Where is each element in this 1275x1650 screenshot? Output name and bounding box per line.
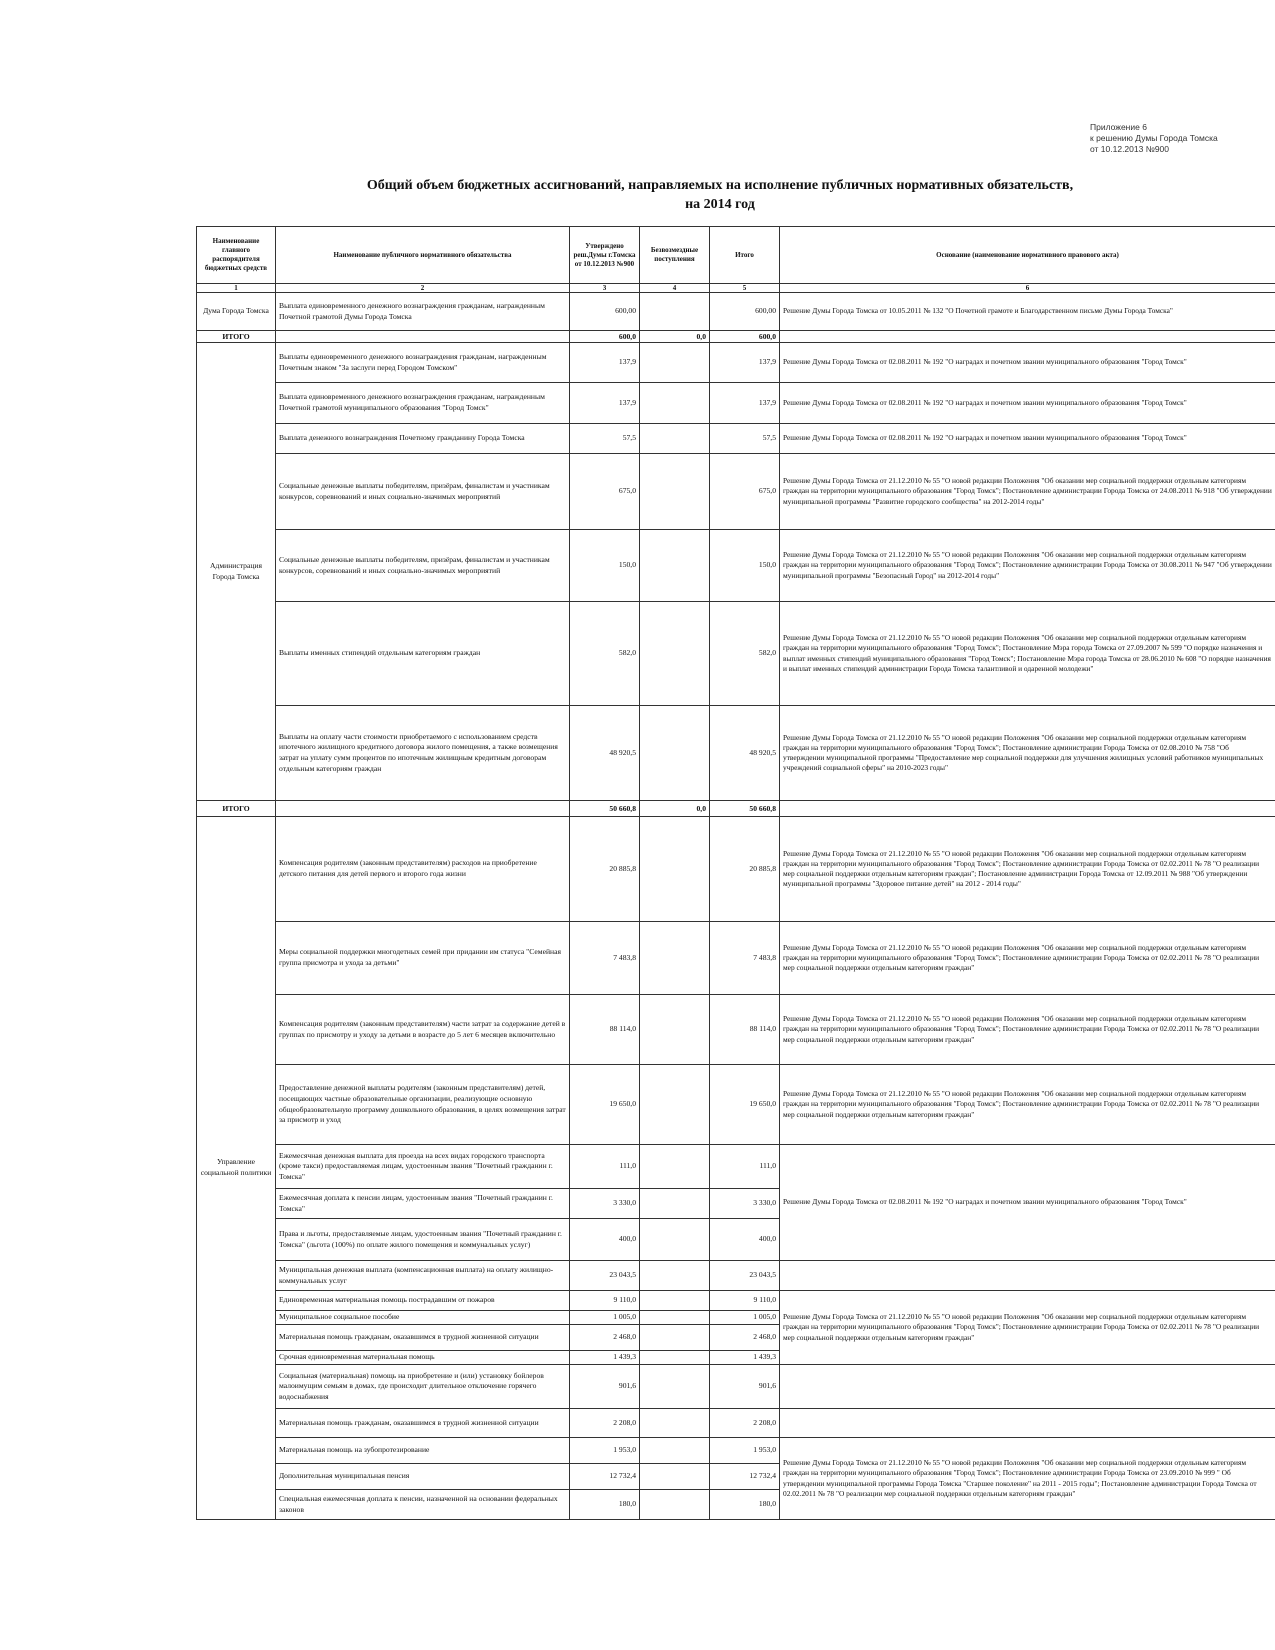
total-free: 0,0 xyxy=(640,331,710,343)
obligation-name: Ежемесячная денежная выплата для проезда на всех видах городского транспорта (кроме такси) предоставляемая лицам, удостоенным звания "Почетный гражданин г. Томска" xyxy=(276,1145,570,1189)
total-amount: 582,0 xyxy=(710,602,780,706)
obligation-name: Выплата единовременного денежного вознаграждения гражданам, награжденным Почетной грамотой муниципального образования "Город Томск" xyxy=(276,383,570,424)
obligation-name: Предоставление денежной выплаты родителям (законным представителям) детей, посещающих частные образовательные организации, реализующие основную общеобразовательную программу дошкольного образования, в целях возмещения затрат за присмотр и уход xyxy=(276,1065,570,1145)
free-receipts xyxy=(640,1189,710,1219)
total-free: 0,0 xyxy=(640,801,710,817)
legal-basis: Решение Думы Города Томска от 21.12.2010 № 55 "О новой редакции Положения "Об оказании мер социальной поддержки отдельным категориям граждан на территории муниципального образования "Город Томск"; Постановление администрации Города Томска от 02.02.2011 № 78 "О реализации мер социальной поддержки отдельным категориям граждан" xyxy=(780,1065,1275,1145)
total-amount: 1 439,3 xyxy=(710,1351,780,1365)
total-amount: 400,0 xyxy=(710,1219,780,1261)
obligation-name: Муниципальное социальное пособие xyxy=(276,1311,570,1325)
free-receipts xyxy=(640,1219,710,1261)
free-receipts xyxy=(640,602,710,706)
approved-amount: 1 439,3 xyxy=(570,1351,640,1365)
total-amount: 23 043,5 xyxy=(710,1261,780,1291)
obligation-name: Социальная (материальная) помощь на приобретение и (или) установку бойлеров малоимущим семьям в домах, где происходит длительное отключение горячего водоснабжения xyxy=(276,1365,570,1409)
free-receipts xyxy=(640,1438,710,1464)
table-row xyxy=(197,1261,1275,1291)
total-amount: 9 110,0 xyxy=(710,1291,780,1311)
legal-basis: Решение Думы Города Томска от 21.12.2010 № 55 "О новой редакции Положения "Об оказании мер социальной поддержки отдельным категориям граждан на территории муниципального образования "Город Томск"; Постановление администрации Города Томска от 30.08.2011 № 947 "Об утверждении муниципальной программы "Безопасный Город" на 2012-2014 годы" xyxy=(780,530,1275,602)
free-receipts xyxy=(640,1261,710,1291)
distributor-name: Управление социальной политики xyxy=(197,817,276,1520)
table-row xyxy=(197,293,1275,331)
free-receipts xyxy=(640,1351,710,1365)
table-row xyxy=(197,1409,1275,1438)
total-amount: 675,0 xyxy=(710,454,780,530)
approved-amount: 2 468,0 xyxy=(570,1325,640,1351)
table-row xyxy=(197,817,1275,922)
header-cell: Безвозмездные поступления xyxy=(640,227,710,284)
total-sum: 600,0 xyxy=(710,331,780,343)
legal-basis: Решение Думы Города Томска от 21.12.2010 № 55 "О новой редакции Положения "Об оказании мер социальной поддержки отдельным категориям граждан на территории муниципального образования "Город Томск"; Постановление администрации Города Томска от 02.02.2011 № 78 "О реализации мер социальной поддержки отдельным категориям граждан"; Постановление администрации Города Томска от 12.09.2011 № 988 "Об утверждении муниципальной программы "Здоровое питание детей" на 2012 - 2014 годы" xyxy=(780,817,1275,922)
legal-basis: Решение Думы Города Томска от 21.12.2010 № 55 "О новой редакции Положения "Об оказании мер социальной поддержки отдельным категориям граждан на территории муниципального образования "Город Томск"; Постановление администрации Города Томска от 23.09.2010 № 999 " Об утверждении муниципальной программы Города Томска "Старшее поколение" на 2011 - 2015 годы"; Постановление администрации Города Томска от 02.02.2011 № 78 "О реализации мер социальной поддержки отдельным категориям граждан" xyxy=(780,1438,1275,1520)
column-number: 5 xyxy=(710,284,780,293)
legal-basis: Решение Думы Города Томска от 21.12.2010 № 55 "О новой редакции Положения "Об оказании мер социальной поддержки отдельным категориям граждан на территории муниципального образования "Город Томск"; Постановление администрации Города Томска от 02.02.2011 № 78 "О реализации мер социальной поддержки отдельным категориям граждан" xyxy=(780,922,1275,995)
free-receipts xyxy=(640,706,710,801)
column-number: 6 xyxy=(780,284,1275,293)
header-cell: Наименование публичного нормативного обязательства xyxy=(276,227,570,284)
legal-basis: Решение Думы Города Томска от 21.12.2010 № 55 "О новой редакции Положения "Об оказании мер социальной поддержки отдельным категориям граждан на территории муниципального образования "Город Томск"; Постановление Мэра города Томска от 27.09.2007 № 599 "О порядке назначения и выплат именных стипендий муниципального образования "Город Томск"; Постановление Мэра города Томска от 28.06.2010 № 608 "О порядке назначения и выплат именных стипендий администрации Города Томска талантливой и одаренной молодежи" xyxy=(780,602,1275,706)
total-amount: 57,5 xyxy=(710,424,780,454)
free-receipts xyxy=(640,383,710,424)
free-receipts xyxy=(640,1490,710,1520)
approved-amount: 2 208,0 xyxy=(570,1409,640,1438)
table-row xyxy=(197,383,1275,424)
appendix-note xyxy=(1090,122,1218,155)
approved-amount: 19 650,0 xyxy=(570,1065,640,1145)
free-receipts xyxy=(640,530,710,602)
table-row xyxy=(197,454,1275,530)
total-amount: 600,00 xyxy=(710,293,780,331)
free-receipts xyxy=(640,293,710,331)
header-cell: Наименование главного распорядителя бюджетных средств xyxy=(197,227,276,284)
legal-basis: Решение Думы Города Томска от 21.12.2010 № 55 "О новой редакции Положения "Об оказании мер социальной поддержки отдельным категориям граждан на территории муниципального образования "Город Томск"; Постановление администрации Города Томска от 02.02.2011 № 78 "О реализации мер социальной поддержки отдельным категориям граждан" xyxy=(780,1291,1275,1365)
obligation-name: Выплаты на оплату части стоимости приобретаемого с использованием средств ипотечного жилищного кредитного договора жилого помещения, а также возмещения затрат на уплату сумм процентов по ипотечным жилищным кредитным договорам отдельным категориям граждан xyxy=(276,706,570,801)
free-receipts xyxy=(640,1365,710,1409)
header-cell: Основание (наименование нормативного правового акта) xyxy=(780,227,1275,284)
approved-amount: 137,9 xyxy=(570,383,640,424)
legal-basis: Решение Думы Города Томска от 21.12.2010 № 55 "О новой редакции Положения "Об оказании мер социальной поддержки отдельным категориям граждан на территории муниципального образования "Город Томск"; Постановление администрации Города Томска от 02.02.2011 № 78 "О реализации мер социальной поддержки отдельным категориям граждан" xyxy=(780,995,1275,1065)
total-approved: 50 660,8 xyxy=(570,801,640,817)
table-row xyxy=(197,995,1275,1065)
obligation-name: Меры социальной поддержки многодетных семей при придании им статуса "Семейная группа присмотра и ухода за детьми" xyxy=(276,922,570,995)
obligation-name: Материальная помощь на зубопротезирование xyxy=(276,1438,570,1464)
legal-basis: Решение Думы Города Томска от 10.05.2011 № 132 "О Почетной грамоте и Благодарственном письме Думы Города Томска" xyxy=(780,293,1275,331)
total-label: ИТОГО xyxy=(197,801,276,817)
approved-amount: 3 330,0 xyxy=(570,1189,640,1219)
appendix-line-1: Приложение 6 xyxy=(1090,122,1147,132)
approved-amount: 48 920,5 xyxy=(570,706,640,801)
obligation-name: Компенсация родителям (законным представителям) части затрат за содержание детей в группах по присмотру и уходу за детьми в возрасте до 5 лет 6 месяцев включительно xyxy=(276,995,570,1065)
approved-amount: 1 005,0 xyxy=(570,1311,640,1325)
approved-amount: 20 885,8 xyxy=(570,817,640,922)
approved-amount: 400,0 xyxy=(570,1219,640,1261)
obligation-name: Срочная единовременная материальная помощь xyxy=(276,1351,570,1365)
approved-amount: 600,00 xyxy=(570,293,640,331)
free-receipts xyxy=(640,1145,710,1189)
table-row xyxy=(197,343,1275,383)
total-amount: 2 468,0 xyxy=(710,1325,780,1351)
table-row xyxy=(197,530,1275,602)
total-amount: 1 953,0 xyxy=(710,1438,780,1464)
table-row xyxy=(197,1065,1275,1145)
legal-basis: Решение Думы Города Томска от 02.08.2011 № 192 "О наградах и почетном звании муниципального образования "Город Томск" xyxy=(780,343,1275,383)
free-receipts xyxy=(640,1065,710,1145)
obligation-name: Материальная помощь гражданам, оказавшимся в трудной жизненной ситуации xyxy=(276,1409,570,1438)
free-receipts xyxy=(640,922,710,995)
table-row xyxy=(197,1145,1275,1189)
obligation-name: Дополнительная муниципальная пенсия xyxy=(276,1464,570,1490)
title-line-1: Общий объем бюджетных ассигнований, направляемых на исполнение публичных нормативных обязательств, xyxy=(366,178,1074,193)
legal-basis: Решение Думы Города Томска от 21.12.2010 № 55 "О новой редакции Положения "Об оказании мер социальной поддержки отдельным категориям граждан на территории муниципального образования "Город Томск"; Постановление администрации Города Томска от 02.08.2010 № 758 "Об утверждении муниципальной программы "Предоставление мер социальной поддержки для улучшения жилищных условий работников муниципальных учреждений социальной сферы" на 2010-2023 годы" xyxy=(780,706,1275,801)
total-amount: 1 005,0 xyxy=(710,1311,780,1325)
free-receipts xyxy=(640,424,710,454)
appendix-line-2: к решению Думы Города Томска xyxy=(1090,133,1218,143)
obligation-name: Выплаты единовременного денежного вознаграждения гражданам, награжденным Почетным знаком "За заслуги перед Городом Томском" xyxy=(276,343,570,383)
approved-amount: 582,0 xyxy=(570,602,640,706)
obligations-table xyxy=(196,226,1275,1520)
total-amount: 12 732,4 xyxy=(710,1464,780,1490)
obligation-name: Социальные денежные выплаты победителям, призёрам, финалистам и участникам конкурсов, соревнований и иных социально-значимых мероприятий xyxy=(276,530,570,602)
total-amount: 88 114,0 xyxy=(710,995,780,1065)
legal-basis: Решение Думы Города Томска от 02.08.2011 № 192 "О наградах и почетном звании муниципального образования "Город Томск" xyxy=(780,424,1275,454)
total-label: ИТОГО xyxy=(197,331,276,343)
approved-amount: 137,9 xyxy=(570,343,640,383)
approved-amount: 7 483,8 xyxy=(570,922,640,995)
column-number: 3 xyxy=(570,284,640,293)
total-amount: 150,0 xyxy=(710,530,780,602)
appendix-line-3: от 10.12.2013 №900 xyxy=(1090,144,1169,154)
obligation-name: Выплаты именных стипендий отдельным категориям граждан xyxy=(276,602,570,706)
obligation-name: Права и льготы, предоставляемые лицам, удостоенным звания "Почетный гражданин г. Томска" (льгота (100%) по оплате жилого помещения и коммунальных услуг) xyxy=(276,1219,570,1261)
column-number: 2 xyxy=(276,284,570,293)
approved-amount: 12 732,4 xyxy=(570,1464,640,1490)
total-sum: 50 660,8 xyxy=(710,801,780,817)
approved-amount: 180,0 xyxy=(570,1490,640,1520)
obligation-name: Социальные денежные выплаты победителям, призёрам, финалистам и участникам конкурсов, соревнований и иных социально-значимых мероприятий xyxy=(276,454,570,530)
title-line-2: на 2014 год xyxy=(685,197,755,212)
approved-amount: 23 043,5 xyxy=(570,1261,640,1291)
column-number: 4 xyxy=(640,284,710,293)
free-receipts xyxy=(640,995,710,1065)
free-receipts xyxy=(640,1291,710,1311)
distributor-name: Дума Города Томска xyxy=(197,293,276,331)
obligation-name: Компенсация родителям (законным представителям) расходов на приобретение детского питания для детей первого и второго года жизни xyxy=(276,817,570,922)
approved-amount: 901,6 xyxy=(570,1365,640,1409)
free-receipts xyxy=(640,817,710,922)
total-row xyxy=(197,801,1275,817)
table-row xyxy=(197,1365,1275,1409)
total-amount: 180,0 xyxy=(710,1490,780,1520)
obligation-name: Материальная помощь гражданам, оказавшимся в трудной жизненной ситуации xyxy=(276,1325,570,1351)
obligation-name: Муниципальная денежная выплата (компенсационная выплата) на оплату жилищно-коммунальных услуг xyxy=(276,1261,570,1291)
obligation-name: Ежемесячная доплата к пенсии лицам, удостоенным звания "Почетный гражданин г. Томска" xyxy=(276,1189,570,1219)
approved-amount: 57,5 xyxy=(570,424,640,454)
total-amount: 2 208,0 xyxy=(710,1409,780,1438)
free-receipts xyxy=(640,454,710,530)
table-row xyxy=(197,602,1275,706)
legal-basis: Решение Думы Города Томска от 02.08.2011 № 192 "О наградах и почетном звании муниципального образования "Город Томск" xyxy=(780,383,1275,424)
header-row xyxy=(197,227,1275,284)
free-receipts xyxy=(640,1409,710,1438)
table-row xyxy=(197,1438,1275,1464)
free-receipts xyxy=(640,1325,710,1351)
column-number: 1 xyxy=(197,284,276,293)
total-amount: 19 650,0 xyxy=(710,1065,780,1145)
total-amount: 48 920,5 xyxy=(710,706,780,801)
approved-amount: 111,0 xyxy=(570,1145,640,1189)
total-approved: 600,0 xyxy=(570,331,640,343)
obligation-name: Специальная ежемесячная доплата к пенсии, назначенной на основании федеральных законов xyxy=(276,1490,570,1520)
obligation-name: Выплата денежного вознаграждения Почетному гражданину Города Томска xyxy=(276,424,570,454)
table-row xyxy=(197,922,1275,995)
table-row xyxy=(197,424,1275,454)
approved-amount: 9 110,0 xyxy=(570,1291,640,1311)
legal-basis: Решение Думы Города Томска от 21.12.2010 № 55 "О новой редакции Положения "Об оказании мер социальной поддержки отдельным категориям граждан на территории муниципального образования "Город Томск"; Постановление администрации Города Томска от 24.08.2011 № 918 "Об утверждении муниципальной программы "Развитие городского сообщества" на 2012-2014 годы" xyxy=(780,454,1275,530)
approved-amount: 1 953,0 xyxy=(570,1438,640,1464)
header-cell: Утверждено реш.Думы г.Томска от 10.12.2013 №900 xyxy=(570,227,640,284)
free-receipts xyxy=(640,1311,710,1325)
total-amount: 137,9 xyxy=(710,383,780,424)
free-receipts xyxy=(640,1464,710,1490)
document-title xyxy=(250,176,1190,214)
total-amount: 7 483,8 xyxy=(710,922,780,995)
table-row xyxy=(197,706,1275,801)
total-amount: 901,6 xyxy=(710,1365,780,1409)
free-receipts xyxy=(640,343,710,383)
header-cell: Итого xyxy=(710,227,780,284)
distributor-name: Администрация Города Томска xyxy=(197,343,276,801)
approved-amount: 88 114,0 xyxy=(570,995,640,1065)
obligation-name: Единовременная материальная помощь пострадавшим от пожаров xyxy=(276,1291,570,1311)
total-amount: 111,0 xyxy=(710,1145,780,1189)
total-amount: 137,9 xyxy=(710,343,780,383)
column-number-row xyxy=(197,284,1275,293)
legal-basis: Решение Думы Города Томска от 02.08.2011 № 192 "О наградах и почетном звании муниципального образования "Город Томск" xyxy=(780,1145,1275,1261)
total-amount: 3 330,0 xyxy=(710,1189,780,1219)
total-row xyxy=(197,331,1275,343)
approved-amount: 150,0 xyxy=(570,530,640,602)
table-row xyxy=(197,1291,1275,1311)
approved-amount: 675,0 xyxy=(570,454,640,530)
total-amount: 20 885,8 xyxy=(710,817,780,922)
obligation-name: Выплата единовременного денежного вознаграждения гражданам, награжденным Почетной грамотой Думы Города Томска xyxy=(276,293,570,331)
